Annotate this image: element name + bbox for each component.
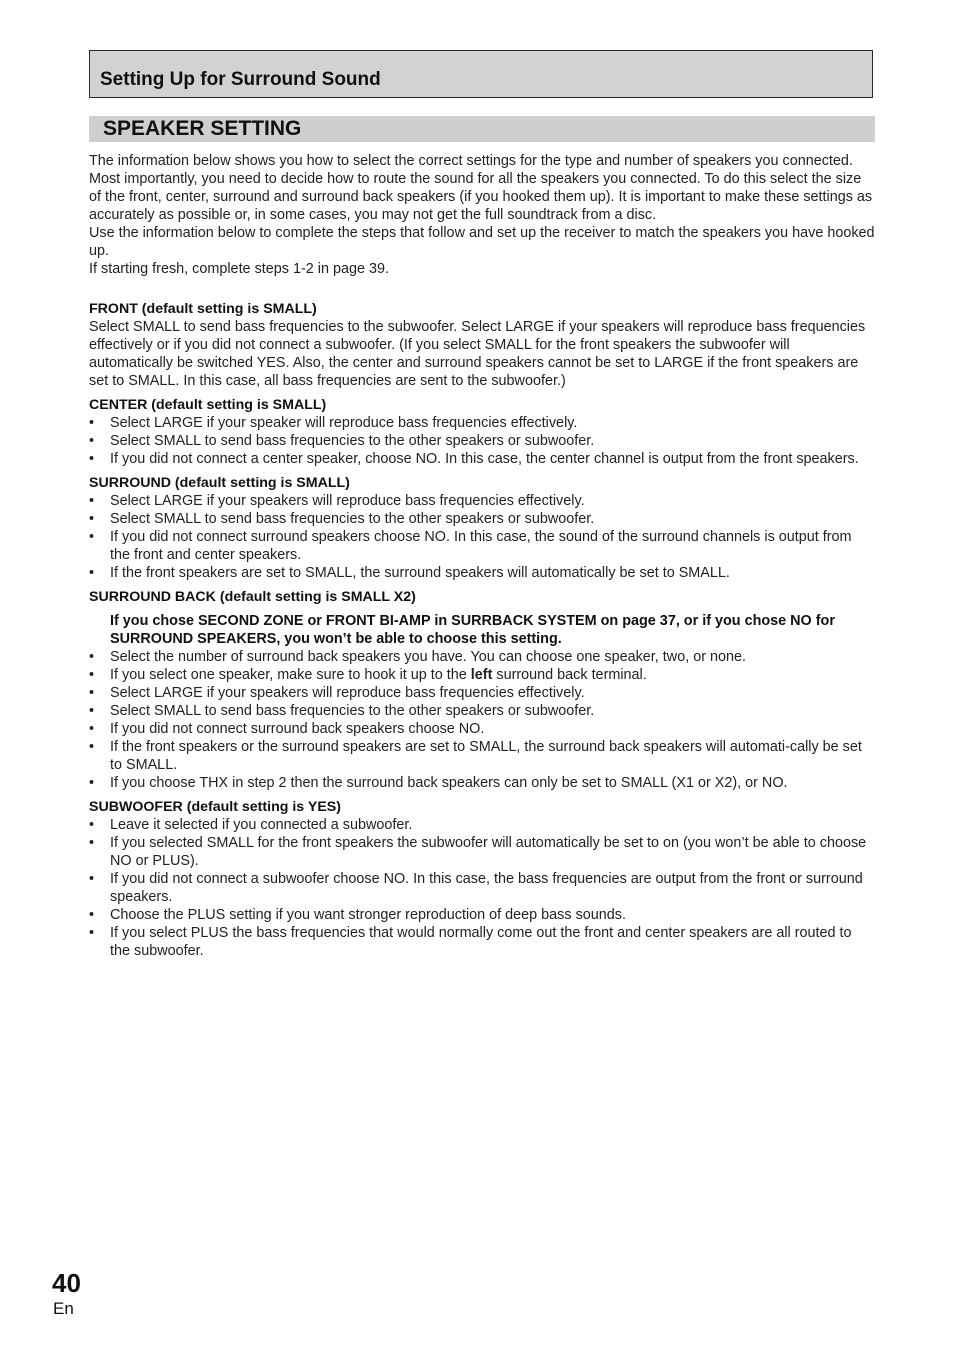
page-number: 40 (52, 1268, 81, 1298)
list-item (89, 738, 875, 774)
list-item-text: Select SMALL to send bass frequencies to the other speakers or subwoofer. (110, 511, 595, 527)
bullet-icon: • (89, 511, 95, 527)
subwoofer-section (89, 798, 875, 960)
surround-back-section (89, 588, 875, 792)
intro-paragraph: If starting fresh, complete steps 1-2 in page 39. (89, 261, 389, 277)
bullet-icon: • (89, 415, 95, 431)
list-item (89, 684, 875, 702)
intro-paragraph: The information below shows you how to select the correct settings for the type and number of speakers you connected. Most importantly, you need to decide how to route the sound for all the speakers you connected. To do this select the size of the front, center, surround and surround back speakers (if you hooked them up). It is important to make these settings as accurately as possible or, in some cases, you may not get the full soundtrack from a disc. (89, 153, 873, 223)
subwoofer-list (89, 816, 875, 960)
page-content (89, 152, 875, 960)
list-item-text: Select LARGE if your speakers will reproduce bass frequencies effectively. (110, 685, 585, 701)
bullet-icon: • (89, 817, 95, 833)
list-item-text: If the front speakers are set to SMALL, the surround speakers will automatically be set to SMALL. (110, 565, 730, 581)
list-item (89, 666, 875, 684)
bullet-icon: • (89, 871, 95, 887)
list-item (89, 870, 875, 906)
bullet-icon: • (89, 649, 95, 665)
list-item (89, 414, 875, 432)
list-item-text: If you did not connect surround speakers choose NO. In this case, the sound of the surround channels is output from the front and center speakers. (110, 529, 852, 563)
list-item-text: Choose the PLUS setting if you want stronger reproduction of deep bass sounds. (110, 907, 626, 923)
bullet-icon: • (89, 667, 95, 683)
bullet-icon: • (89, 721, 95, 737)
emphasis-text: left (470, 667, 493, 683)
chapter-title: Setting Up for Surround Sound (100, 69, 381, 90)
list-item (89, 816, 875, 834)
list-item-text: If you select one speaker, make sure to hook it up to the (110, 667, 471, 683)
front-text: Select SMALL to send bass frequencies to the subwoofer. Select LARGE if your speakers will reproduce bass frequencies effectively or if you did not connect a subwoofer. (If you select SMALL for the front speakers the subwoofer will automatically be switched YES. Also, the center and surround speakers cannot be set to LARGE if the front speakers are set to SMALL. In this case, all bass frequencies are sent to the subwoofer.) (89, 319, 866, 389)
list-item-text: If you selected SMALL for the front speakers the subwoofer will automatically be set to on (you won’t be able to choose NO or PLUS). (110, 835, 867, 869)
list-item (89, 432, 875, 450)
list-item (89, 564, 875, 582)
bullet-icon: • (89, 835, 95, 851)
intro-paragraph: Use the information below to complete the steps that follow and set up the receiver to match the speakers you have hooked up. (89, 225, 875, 259)
list-item-text: Select the number of surround back speakers you have. You can choose one speaker, two, or none. (110, 649, 746, 665)
surround-heading: SURROUND (default setting is SMALL) (89, 475, 350, 491)
bullet-icon: • (89, 925, 95, 941)
list-item-text: If you select PLUS the bass frequencies that would normally come out the front and center speakers are all routed to the subwoofer. (110, 925, 852, 959)
list-item-text: If you choose THX in step 2 then the surround back speakers can only be set to SMALL (X1 or X2), or NO. (110, 775, 788, 791)
section-title: SPEAKER SETTING (103, 117, 302, 140)
center-heading: CENTER (default setting is SMALL) (89, 397, 327, 413)
surround-list (89, 492, 875, 582)
list-item-text: Select SMALL to send bass frequencies to the other speakers or subwoofer. (110, 703, 595, 719)
bullet-icon: • (89, 907, 95, 923)
list-item (89, 774, 875, 792)
list-item-text: If you did not connect a subwoofer choose NO. In this case, the bass frequencies are output from the front or surround speakers. (110, 871, 863, 905)
list-item (89, 528, 875, 564)
bullet-icon: • (89, 493, 95, 509)
bullet-icon: • (89, 739, 95, 755)
bullet-icon: • (89, 703, 95, 719)
bullet-icon: • (89, 775, 95, 791)
list-item-text: Select SMALL to send bass frequencies to the other speakers or subwoofer. (110, 433, 595, 449)
section-header (89, 116, 875, 142)
list-item-text: Select LARGE if your speaker will reproduce bass frequencies effectively. (110, 415, 578, 431)
list-item (89, 492, 875, 510)
list-item (89, 834, 875, 870)
bullet-icon: • (89, 685, 95, 701)
list-item (89, 450, 875, 468)
bullet-icon: • (89, 451, 95, 467)
list-item-text: If the front speakers or the surround speakers are set to SMALL, the surround back speakers will automati-cally be set to SMALL. (110, 739, 862, 773)
intro-block (89, 152, 875, 278)
surround-back-note: If you chose SECOND ZONE or FRONT BI-AMP in SURRBACK SYSTEM on page 37, or if you chose NO for SURROUND SPEAKERS, you won’t be able to choose this setting. (110, 613, 835, 647)
front-heading: FRONT (default setting is SMALL) (89, 301, 317, 317)
list-item (89, 906, 875, 924)
subwoofer-heading: SUBWOOFER (default setting is YES) (89, 799, 341, 815)
front-section (89, 300, 875, 390)
surround-section (89, 474, 875, 582)
list-item (89, 702, 875, 720)
list-item (89, 924, 875, 960)
bullet-icon: • (89, 529, 95, 545)
list-item-text: Select LARGE if your speakers will reproduce bass frequencies effectively. (110, 493, 585, 509)
list-item (89, 720, 875, 738)
bullet-icon: • (89, 433, 95, 449)
bullet-icon: • (89, 565, 95, 581)
list-item-text: surround back terminal. (492, 667, 647, 683)
center-section (89, 396, 875, 468)
list-item-text: Leave it selected if you connected a subwoofer. (110, 817, 413, 833)
surround-back-heading: SURROUND BACK (default setting is SMALL X2) (89, 589, 416, 605)
surround-back-list (89, 648, 875, 792)
list-item-text: If you did not connect a center speaker, choose NO. In this case, the center channel is output from the front speakers. (110, 451, 859, 467)
center-list (89, 414, 875, 468)
list-item (89, 510, 875, 528)
list-item-text: If you did not connect surround back speakers choose NO. (110, 721, 485, 737)
chapter-header (89, 50, 873, 98)
page-language: En (53, 1299, 74, 1318)
list-item (89, 648, 875, 666)
